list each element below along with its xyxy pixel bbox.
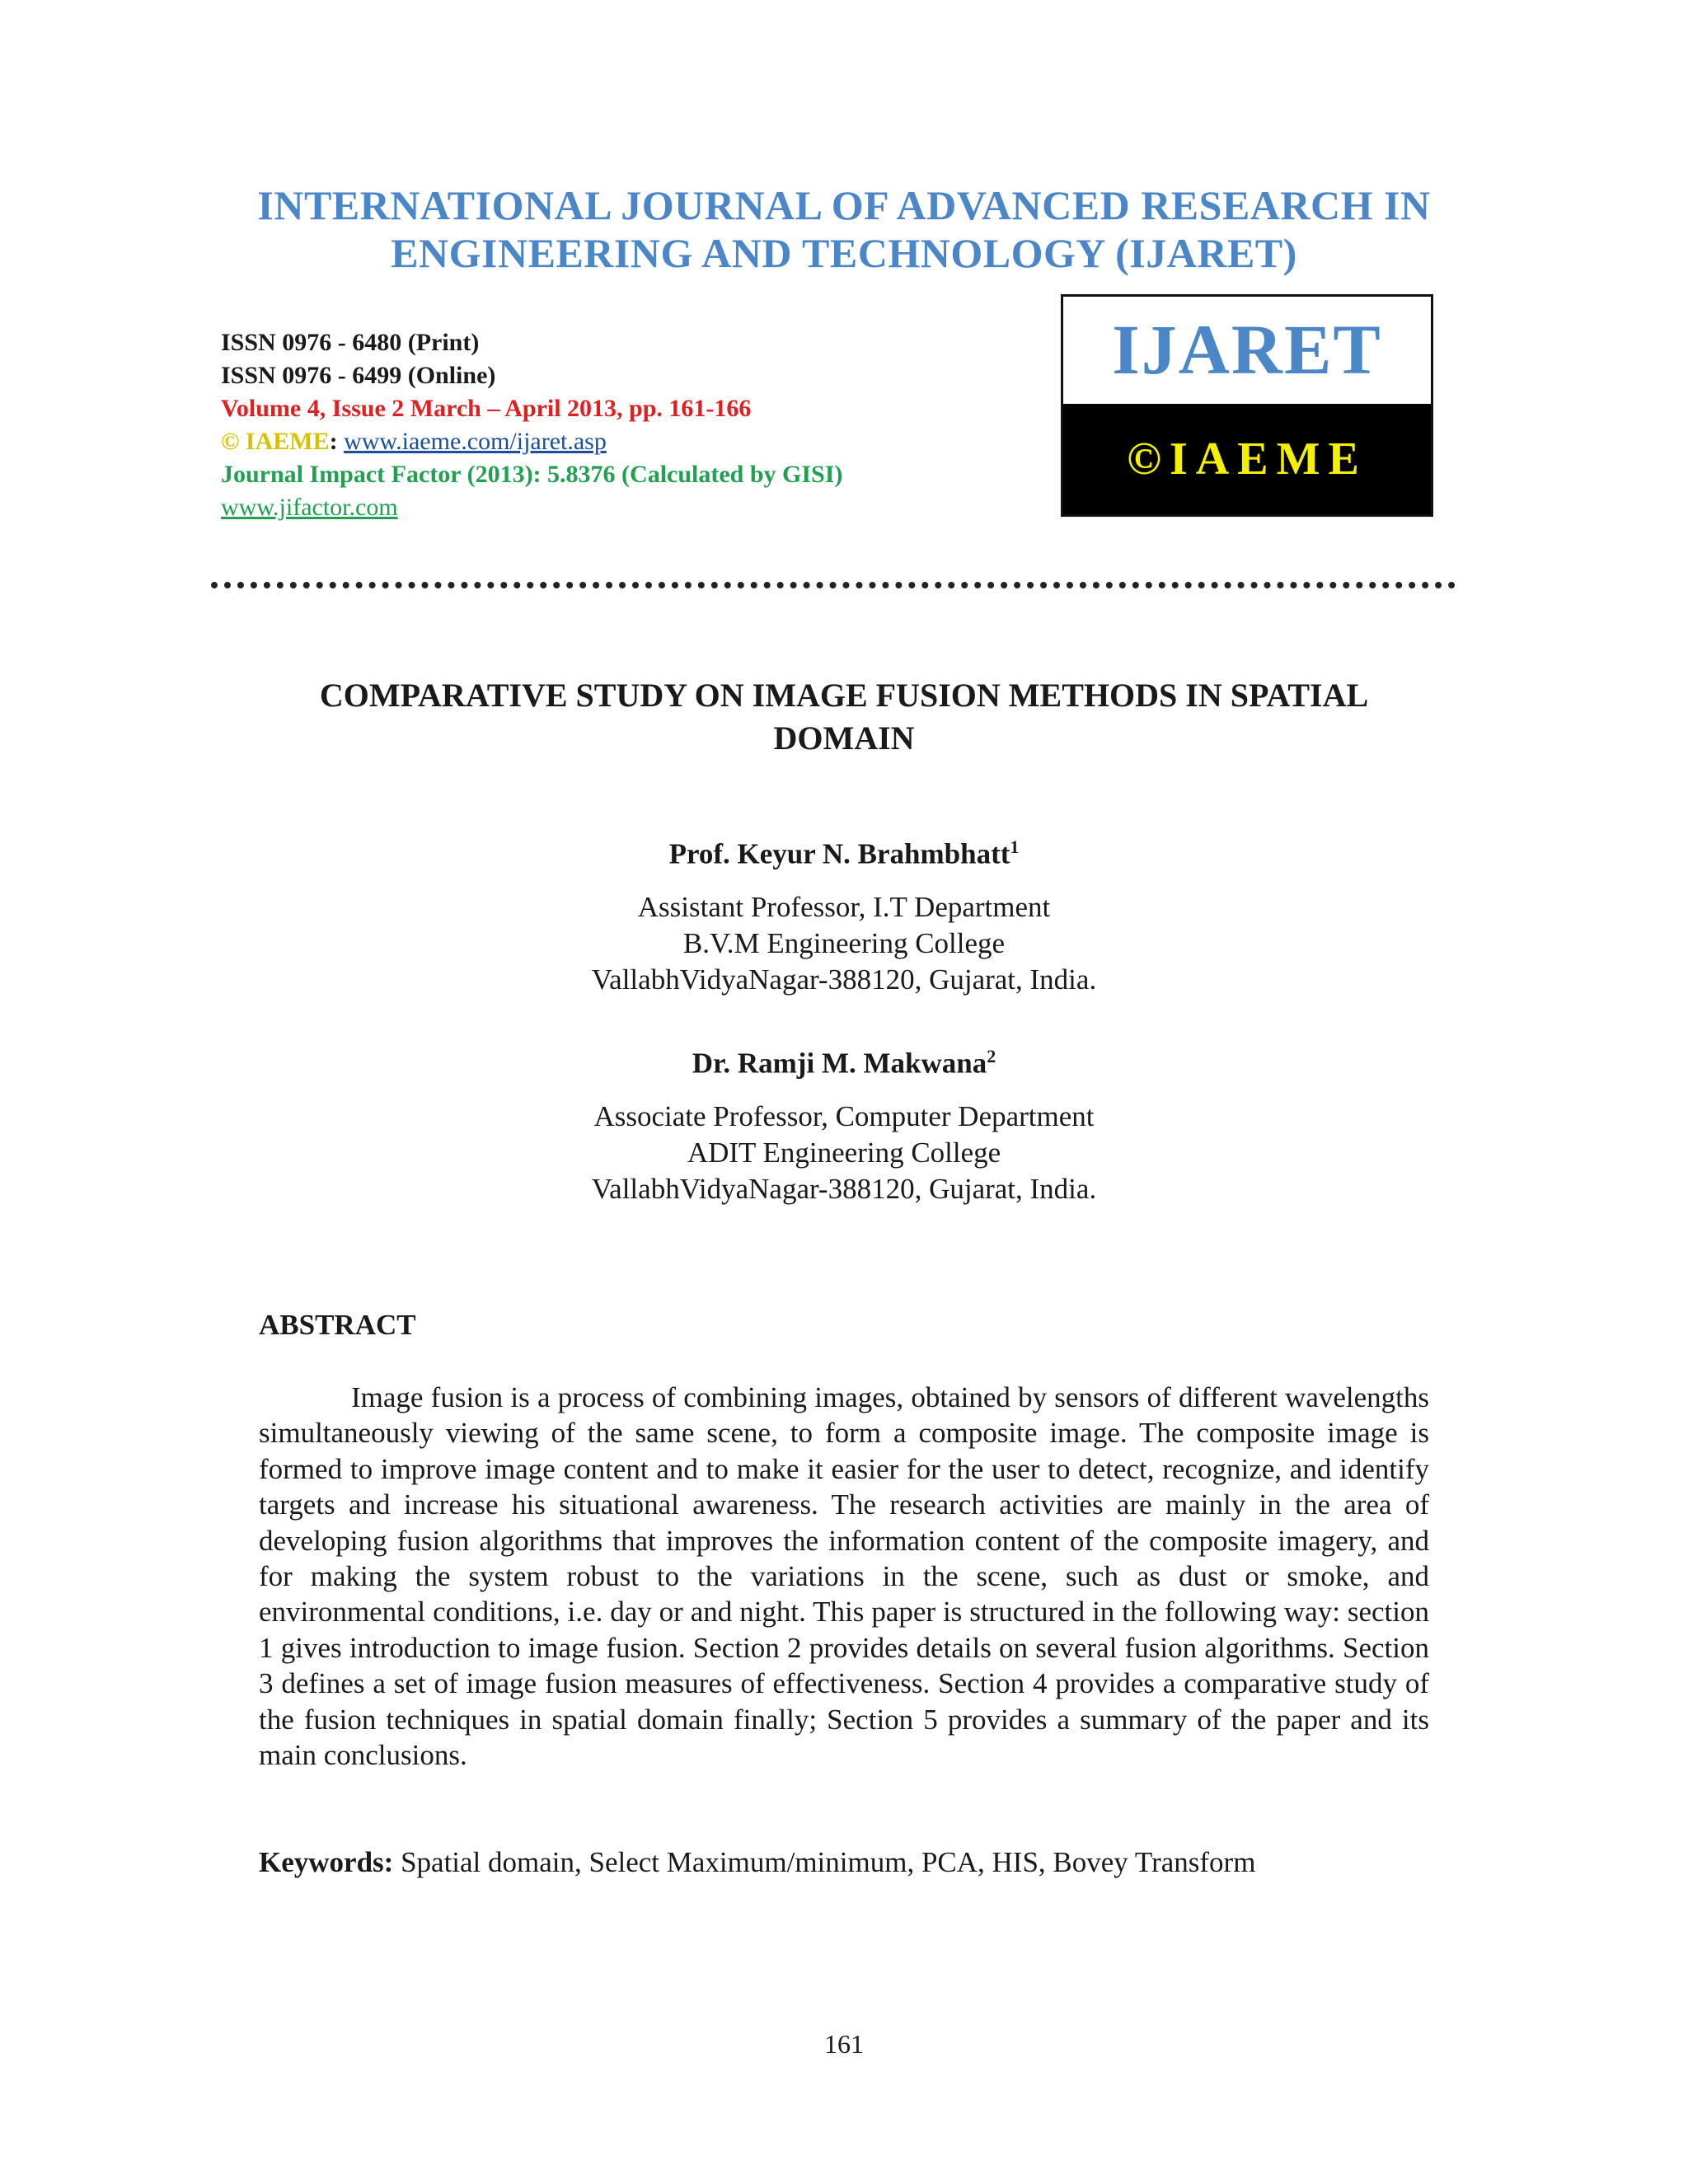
- author-block-2: [330, 1038, 1358, 1207]
- issn-print: ISSN 0976 - 6480 (Print): [221, 329, 480, 356]
- logo-bottom-text: ©IAEME: [1063, 404, 1431, 514]
- author-affil-2-line1: Associate Professor, Computer Department: [593, 1099, 1095, 1132]
- author-affil-2-line3: VallabhVidyaNagar-388120, Gujarat, India.: [591, 1172, 1097, 1205]
- ijaret-logo: [1061, 294, 1433, 517]
- paper-title-line2: DOMAIN: [773, 719, 915, 757]
- iaeme-link[interactable]: www.iaeme.com/ijaret.asp: [344, 428, 607, 455]
- author-name-1: [330, 829, 1358, 873]
- journal-title-line2: ENGINEERING AND TECHNOLOGY (IJARET): [391, 230, 1297, 276]
- author-name-text-2: Dr. Ramji M. Makwana: [692, 1047, 987, 1080]
- dotted-divider: [211, 582, 1456, 588]
- author-sup-1: 1: [1010, 837, 1020, 857]
- abstract-body: Image fusion is a process of combining images, obtained by sensors of different wavelengths simultaneously viewing of the same scene, to form a composite image. The composite image is formed to improve image content and to make it easier for the user to detect, recognize, and identify targets and increase his situational awareness. The research activities are mainly in the area of developing fusion algorithms that improves the information content of the composite imagery, and for making the system robust to the variations in the scene, such as dust or smoke, and environmental conditions, i.e. day or and night. This paper is structured in the following way: section 1 gives introduction to image fusion. Section 2 provides details on several fusion algorithms. Section 3 defines a set of image fusion measures of effectiveness. Section 4 provides a comparative study of the fusion techniques in spatial domain finally; Section 5 provides a summary of the paper and its main conclusions.: [259, 1381, 1429, 1772]
- journal-info: [221, 326, 842, 524]
- author-name-text-1: Prof. Keyur N. Brahmbhatt: [668, 837, 1010, 870]
- author-sup-2: 2: [987, 1046, 996, 1066]
- author-affil-1-line2: B.V.M Engineering College: [682, 926, 1006, 959]
- author-affil-1-line1: Assistant Professor, I.T Department: [637, 890, 1051, 923]
- iaeme-separator: :: [329, 428, 338, 455]
- page-number: 161: [824, 2029, 864, 2059]
- author-block-1: [330, 829, 1358, 998]
- jifactor-link[interactable]: www.jifactor.com: [221, 494, 398, 521]
- paper-title: [247, 674, 1441, 760]
- keywords-label: Keywords:: [259, 1846, 394, 1878]
- abstract-heading: ABSTRACT: [259, 1309, 416, 1341]
- author-affil-2-line2: ADIT Engineering College: [687, 1136, 1001, 1169]
- journal-title: [165, 181, 1523, 277]
- logo-top-text: IJARET: [1112, 310, 1382, 389]
- keywords-text: Spatial domain, Select Maximum/minimum, PCA, HIS, Bovey Transform: [401, 1846, 1256, 1878]
- impact-factor: Journal Impact Factor (2013): 5.8376 (Calculated by GISI): [221, 461, 843, 488]
- author-affil-1-line3: VallabhVidyaNagar-388120, Gujarat, India.: [591, 963, 1097, 996]
- journal-title-line1: INTERNATIONAL JOURNAL OF ADVANCED RESEARCH IN: [257, 182, 1431, 228]
- keywords: [259, 1846, 1255, 1879]
- author-name-2: [330, 1038, 1358, 1082]
- iaeme-line: [221, 425, 842, 458]
- paper-title-line1: COMPARATIVE STUDY ON IMAGE FUSION METHODS IN SPATIAL: [319, 677, 1369, 714]
- iaeme-label: © IAEME: [221, 428, 330, 455]
- jifactor-line: [221, 491, 842, 524]
- volume-info: Volume 4, Issue 2 March – April 2013, pp. 161-166: [221, 395, 752, 422]
- issn-online: ISSN 0976 - 6499 (Online): [221, 362, 496, 389]
